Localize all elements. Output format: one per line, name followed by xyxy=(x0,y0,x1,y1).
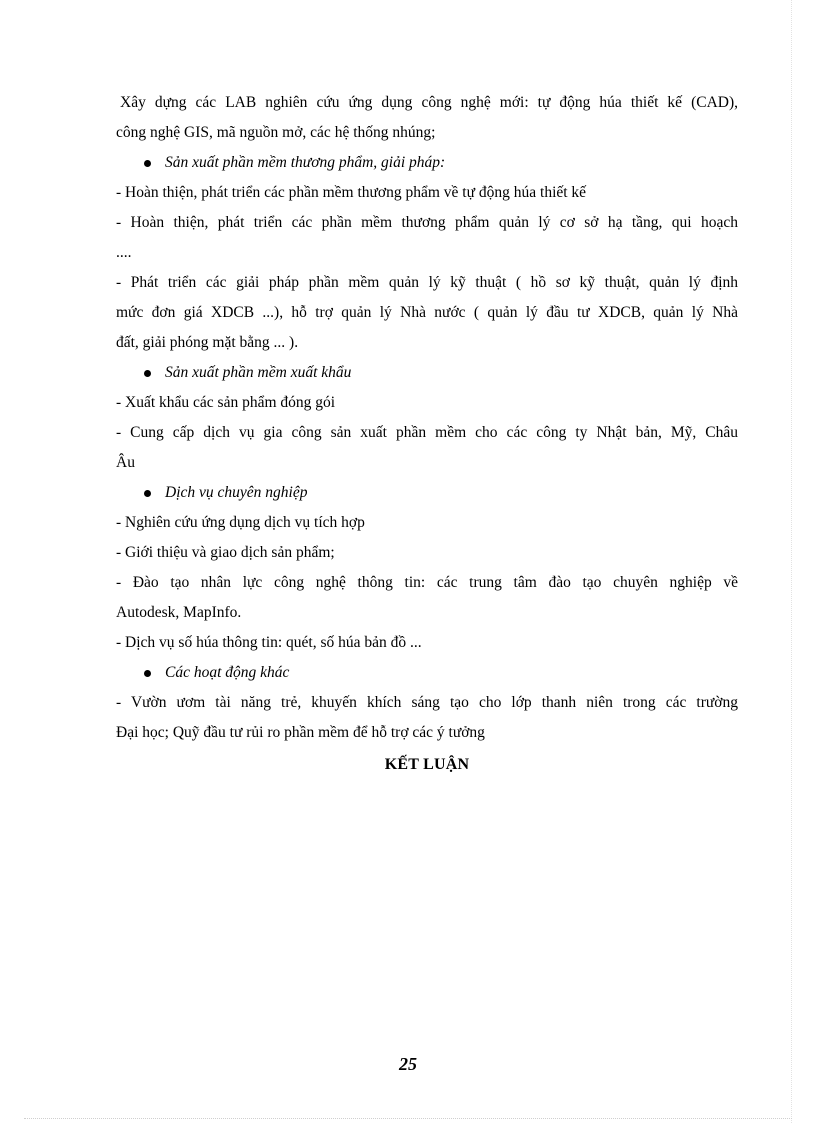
list-item: - Giới thiệu và giao dịch sản phẩm; xyxy=(116,544,335,561)
section-heading-commercial-software: Sản xuất phần mềm thương phẩm, giải pháp: xyxy=(116,148,738,178)
list-item: - Nghiên cứu ứng dụng dịch vụ tích hợp xyxy=(116,514,365,531)
bullet-icon xyxy=(144,370,151,377)
document-body xyxy=(116,88,738,780)
list-item: - Đào tạo nhân lực công nghệ thông tin: các trung tâm đào tạo chuyên nghiệp về xyxy=(116,574,738,591)
page-margin-guide xyxy=(791,0,792,1123)
list-item: - Phát triển các giải pháp phần mềm quản lý kỹ thuật ( hồ sơ kỹ thuật, quản lý định xyxy=(116,274,738,291)
list-item: - Hoàn thiện, phát triển các phần mềm thương phẩm quản lý cơ sở hạ tầng, qui hoạch xyxy=(116,214,738,231)
bullet-icon xyxy=(144,160,151,167)
list-item: - Dịch vụ số húa thông tin: quét, số húa bản đồ ... xyxy=(116,634,422,651)
list-item: - Cung cấp dịch vụ gia công sản xuất phần mềm cho các công ty Nhật bản, Mỹ, Châu xyxy=(116,424,738,441)
list-item: - Vườn ươm tài năng trẻ, khuyến khích sáng tạo cho lớp thanh niên trong các trường xyxy=(116,694,738,711)
list-item: - Xuất khẩu các sản phẩm đóng gói xyxy=(116,394,336,411)
intro-line-2: công nghệ GIS, mã nguồn mở, các hệ thống nhúng; xyxy=(116,124,436,141)
bullet-icon xyxy=(144,490,151,497)
list-item: .... xyxy=(116,244,132,261)
list-item: mức đơn giá XDCB ...), hỗ trợ quản lý Nhà nước ( quản lý đầu tư XDCB, quản lý Nhà xyxy=(116,304,738,321)
list-item: Autodesk, MapInfo. xyxy=(116,604,242,621)
section-heading-other-activities: Các hoạt động khác xyxy=(116,658,738,688)
list-item: Âu xyxy=(116,454,135,471)
list-item: - Hoàn thiện, phát triển các phần mềm thương phẩm về tự động húa thiết kế xyxy=(116,184,587,201)
section-heading-export-software: Sản xuất phần mềm xuất khẩu xyxy=(116,358,738,388)
bullet-icon xyxy=(144,670,151,677)
intro-line-1: Xây dựng các LAB nghiên cứu ứng dụng công nghệ mới: tự động húa thiết kế (CAD), xyxy=(120,94,738,111)
section-heading-professional-services: Dịch vụ chuyên nghiệp xyxy=(116,478,738,508)
list-item: đất, giải phóng mặt bằng ... ). xyxy=(116,334,299,351)
page-number: 25 xyxy=(399,1054,417,1074)
conclusion-heading: KẾT LUẬN xyxy=(384,756,470,773)
page-bottom-divider xyxy=(24,1118,792,1119)
list-item: Đại học; Quỹ đầu tư rủi ro phần mềm để hỗ trợ các ý tưởng xyxy=(116,724,485,741)
